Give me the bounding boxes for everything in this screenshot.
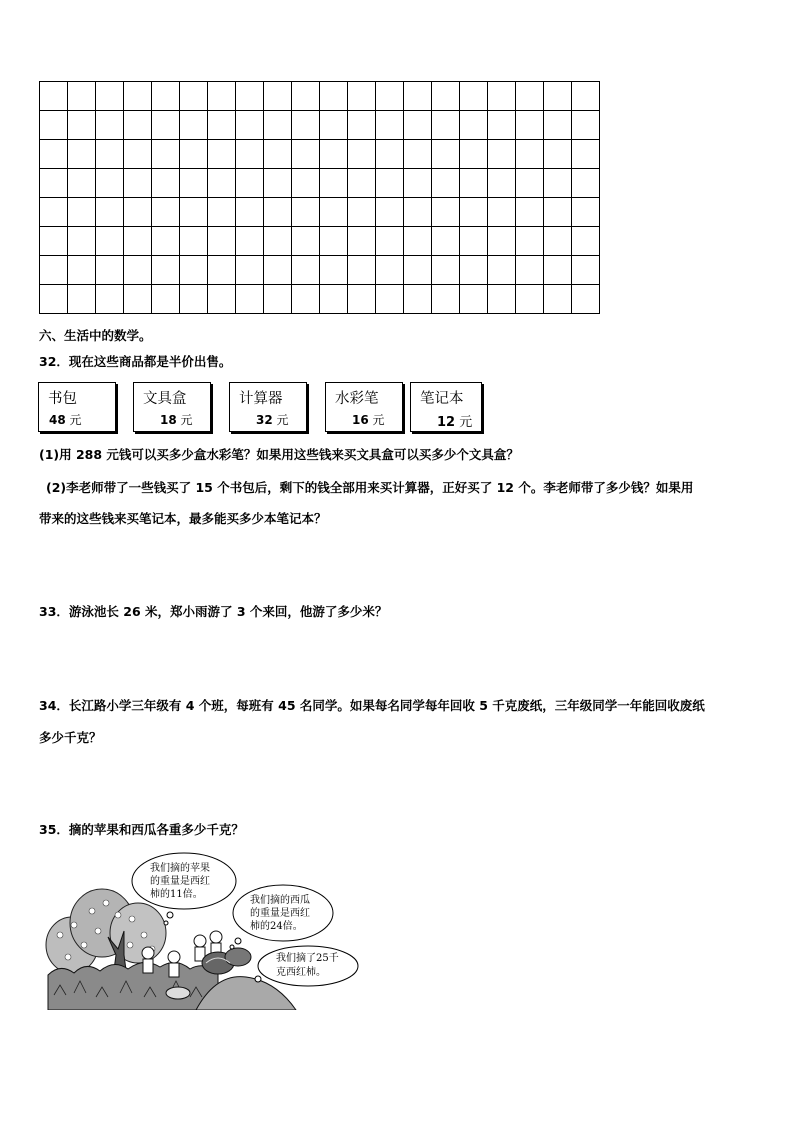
grid-cell bbox=[152, 256, 180, 285]
grid-cell bbox=[404, 140, 432, 169]
grid-cell bbox=[40, 256, 68, 285]
product-item-pencil-case: 文具盒 18 元 bbox=[133, 382, 211, 432]
grid-cell bbox=[40, 140, 68, 169]
grid-cell bbox=[376, 285, 404, 314]
product-price: 18 bbox=[160, 413, 177, 427]
grid-cell bbox=[236, 198, 264, 227]
grid-cell bbox=[320, 82, 348, 111]
grid-cell bbox=[348, 140, 376, 169]
grid-row bbox=[40, 256, 600, 285]
grid-cell bbox=[460, 256, 488, 285]
grid-cell bbox=[544, 140, 572, 169]
grid-cell bbox=[152, 227, 180, 256]
question-32-stem: 32．现在这些商品都是半价出售。 bbox=[39, 354, 232, 369]
svg-text:我们摘了25千: 我们摘了25千 bbox=[276, 953, 339, 964]
grid-cell bbox=[572, 198, 600, 227]
grid-cell bbox=[404, 285, 432, 314]
grid-cell bbox=[544, 82, 572, 111]
grid-cell bbox=[208, 169, 236, 198]
grid-cell bbox=[376, 227, 404, 256]
grid-cell bbox=[348, 169, 376, 198]
grid-cell bbox=[432, 198, 460, 227]
svg-text:柿的11倍。: 柿的11倍。 bbox=[150, 889, 203, 900]
grid-cell bbox=[292, 256, 320, 285]
svg-text:我们摘的苹果: 我们摘的苹果 bbox=[150, 863, 210, 874]
grid-cell bbox=[516, 198, 544, 227]
grid-cell bbox=[264, 111, 292, 140]
grid-cell bbox=[348, 82, 376, 111]
product-item-calculator: 计算器 32 元 bbox=[229, 382, 307, 432]
grid-cell bbox=[516, 169, 544, 198]
grid-cell bbox=[96, 285, 124, 314]
grid-cell bbox=[124, 169, 152, 198]
grid-cell bbox=[152, 169, 180, 198]
grid-cell bbox=[404, 111, 432, 140]
grid-cell bbox=[544, 111, 572, 140]
grid-cell bbox=[68, 82, 96, 111]
svg-text:柿的24倍。: 柿的24倍。 bbox=[250, 921, 303, 932]
grid-cell bbox=[236, 256, 264, 285]
grid-cell bbox=[264, 169, 292, 198]
grid-cell bbox=[432, 82, 460, 111]
grid-cell bbox=[292, 285, 320, 314]
svg-text:的重量是西红: 的重量是西红 bbox=[150, 876, 210, 887]
grid-cell bbox=[236, 285, 264, 314]
grid-cell bbox=[432, 256, 460, 285]
grid-cell bbox=[208, 111, 236, 140]
grid-row bbox=[40, 140, 600, 169]
grid-cell bbox=[544, 256, 572, 285]
grid-cell bbox=[96, 82, 124, 111]
grid-cell bbox=[152, 198, 180, 227]
grid-cell bbox=[264, 285, 292, 314]
grid-cell bbox=[152, 285, 180, 314]
grid-cell bbox=[236, 140, 264, 169]
product-item-schoolbag: 书包 48 元 bbox=[38, 382, 116, 432]
question-35: 35．摘的苹果和西瓜各重多少千克？ bbox=[39, 822, 244, 837]
grid-cell bbox=[264, 256, 292, 285]
grid-cell bbox=[208, 82, 236, 111]
grid-cell bbox=[40, 169, 68, 198]
grid-cell bbox=[180, 82, 208, 111]
grid-cell bbox=[40, 82, 68, 111]
grid-cell bbox=[432, 227, 460, 256]
grid-cell bbox=[208, 227, 236, 256]
grid-cell bbox=[40, 227, 68, 256]
grid-cell bbox=[320, 285, 348, 314]
product-name: 书包 bbox=[48, 391, 77, 407]
grid-cell bbox=[124, 198, 152, 227]
grid-cell bbox=[544, 169, 572, 198]
grid-cell bbox=[264, 82, 292, 111]
grid-cell bbox=[320, 198, 348, 227]
grid-cell bbox=[376, 169, 404, 198]
grid-cell bbox=[320, 169, 348, 198]
grid-cell bbox=[572, 285, 600, 314]
watermelon-icon bbox=[202, 948, 251, 974]
grid-row bbox=[40, 111, 600, 140]
product-name: 文具盒 bbox=[143, 391, 187, 407]
grid-cell bbox=[292, 82, 320, 111]
grid-cell bbox=[404, 227, 432, 256]
grid-cell bbox=[68, 227, 96, 256]
product-name: 水彩笔 bbox=[335, 391, 379, 407]
grid-cell bbox=[544, 227, 572, 256]
grid-cell bbox=[432, 140, 460, 169]
grid-cell bbox=[180, 198, 208, 227]
question-32-part-2-line-2: 带来的这些钱来买笔记本，最多能买多少本笔记本？ bbox=[39, 511, 327, 526]
product-item-watercolor-pen: 水彩笔 16 元 bbox=[325, 382, 403, 432]
grid-cell bbox=[152, 82, 180, 111]
question-32-part-2-line-1: (2)李老师带了一些钱买了 15 个书包后，剩下的钱全部用来买计算器，正好买了 12 个。李老师带了多少钱？如果用 bbox=[46, 480, 694, 495]
question-34-line-2: 多少千克？ bbox=[39, 730, 102, 745]
grid-cell bbox=[292, 140, 320, 169]
grid-cell bbox=[96, 169, 124, 198]
grid-cell bbox=[488, 140, 516, 169]
grid-cell bbox=[488, 111, 516, 140]
grid-cell bbox=[236, 169, 264, 198]
grid-cell bbox=[572, 82, 600, 111]
grid-cell bbox=[460, 169, 488, 198]
grid-cell bbox=[96, 198, 124, 227]
speech-bubble-watermelons bbox=[230, 885, 333, 949]
grid-cell bbox=[96, 227, 124, 256]
grid-cell bbox=[348, 227, 376, 256]
grid-cell bbox=[488, 82, 516, 111]
grid-cell bbox=[544, 198, 572, 227]
grid-cell bbox=[68, 256, 96, 285]
grid-cell bbox=[432, 111, 460, 140]
grid-cell bbox=[180, 285, 208, 314]
grid-cell bbox=[236, 227, 264, 256]
grid-cell bbox=[264, 140, 292, 169]
question-34-line-1: 34．长江路小学三年级有 4 个班，每班有 45 名同学。如果每名同学每年回收 5 千克废纸，三年级同学一年能回收废纸 bbox=[39, 698, 705, 713]
grid-cell bbox=[376, 198, 404, 227]
grid-cell bbox=[124, 285, 152, 314]
grid-cell bbox=[572, 111, 600, 140]
grid-cell bbox=[404, 82, 432, 111]
speech-bubble-tomatoes bbox=[255, 946, 358, 986]
grid-cell bbox=[320, 227, 348, 256]
grid-cell bbox=[348, 111, 376, 140]
grid-cell bbox=[376, 140, 404, 169]
grid-cell bbox=[236, 111, 264, 140]
svg-text:的重量是西红: 的重量是西红 bbox=[250, 908, 310, 919]
grid-cell bbox=[460, 285, 488, 314]
svg-text:克西红柿。: 克西红柿。 bbox=[276, 967, 326, 978]
grid-cell bbox=[208, 140, 236, 169]
grid-cell bbox=[264, 198, 292, 227]
product-name: 笔记本 bbox=[420, 391, 464, 407]
grid-cell bbox=[460, 82, 488, 111]
grid-cell bbox=[404, 256, 432, 285]
grid-cell bbox=[96, 111, 124, 140]
grid-cell bbox=[180, 227, 208, 256]
grid-cell bbox=[292, 169, 320, 198]
grid-cell bbox=[152, 111, 180, 140]
grid-cell bbox=[292, 111, 320, 140]
grid-cell bbox=[348, 256, 376, 285]
grid-cell bbox=[516, 227, 544, 256]
writing-grid bbox=[39, 81, 600, 314]
product-price: 32 bbox=[256, 413, 273, 427]
grid-cell bbox=[124, 256, 152, 285]
grid-cell bbox=[124, 111, 152, 140]
grid-cell bbox=[572, 256, 600, 285]
grid-cell bbox=[264, 227, 292, 256]
grid-cell bbox=[572, 140, 600, 169]
grid-row bbox=[40, 169, 600, 198]
grid-cell bbox=[516, 285, 544, 314]
product-name: 计算器 bbox=[239, 391, 283, 407]
grid-cell bbox=[68, 140, 96, 169]
grid-cell bbox=[488, 256, 516, 285]
grid-cell bbox=[348, 285, 376, 314]
grid-cell bbox=[488, 169, 516, 198]
grid-cell bbox=[68, 111, 96, 140]
grid-cell bbox=[124, 140, 152, 169]
grid-cell bbox=[572, 169, 600, 198]
grid-cell bbox=[460, 227, 488, 256]
grid-cell bbox=[208, 198, 236, 227]
grid-cell bbox=[292, 227, 320, 256]
grid-cell bbox=[460, 198, 488, 227]
grid-cell bbox=[460, 140, 488, 169]
product-price: 16 bbox=[352, 413, 369, 427]
grid-row bbox=[40, 82, 600, 111]
grid-cell bbox=[516, 111, 544, 140]
grid-cell bbox=[432, 169, 460, 198]
grid-cell bbox=[68, 169, 96, 198]
grid-row bbox=[40, 198, 600, 227]
grid-cell bbox=[208, 256, 236, 285]
grid-cell bbox=[376, 111, 404, 140]
grid-cell bbox=[488, 198, 516, 227]
grid-cell bbox=[488, 227, 516, 256]
grid-cell bbox=[460, 111, 488, 140]
grid-cell bbox=[376, 256, 404, 285]
svg-text:我们摘的西瓜: 我们摘的西瓜 bbox=[250, 895, 310, 906]
grid-cell bbox=[404, 198, 432, 227]
product-price: 12 bbox=[437, 415, 456, 430]
grid-cell bbox=[40, 198, 68, 227]
harvest-illustration bbox=[40, 845, 362, 1010]
grid-cell bbox=[320, 256, 348, 285]
product-price: 48 bbox=[49, 413, 66, 427]
grid-cell bbox=[40, 111, 68, 140]
grid-cell bbox=[516, 140, 544, 169]
grid-cell bbox=[124, 227, 152, 256]
section-title: 六、生活中的数学。 bbox=[39, 328, 152, 343]
grid-cell bbox=[376, 82, 404, 111]
grid-cell bbox=[516, 82, 544, 111]
grid-cell bbox=[320, 111, 348, 140]
grid-cell bbox=[180, 140, 208, 169]
grid-cell bbox=[96, 140, 124, 169]
grid-cell bbox=[180, 256, 208, 285]
grid-cell bbox=[68, 285, 96, 314]
grid-cell bbox=[40, 285, 68, 314]
question-33: 33．游泳池长 26 米，郑小雨游了 3 个来回，他游了多少米？ bbox=[39, 604, 388, 619]
grid-cell bbox=[320, 140, 348, 169]
grid-cell bbox=[488, 285, 516, 314]
grid-cell bbox=[180, 111, 208, 140]
grid-cell bbox=[544, 285, 572, 314]
grid-cell bbox=[208, 285, 236, 314]
grid-cell bbox=[96, 256, 124, 285]
grid-cell bbox=[516, 256, 544, 285]
grid-cell bbox=[292, 198, 320, 227]
grid-cell bbox=[432, 285, 460, 314]
product-item-notebook: 笔记本 12 元 bbox=[410, 382, 482, 432]
grid-cell bbox=[236, 82, 264, 111]
grid-cell bbox=[152, 140, 180, 169]
question-32-part-1: (1)用 288 元钱可以买多少盒水彩笔？如果用这些钱来买文具盒可以买多少个文具盒？ bbox=[39, 447, 519, 462]
grid-cell bbox=[124, 82, 152, 111]
grid-cell bbox=[348, 198, 376, 227]
grid-row bbox=[40, 227, 600, 256]
grid-cell bbox=[572, 227, 600, 256]
grid-row bbox=[40, 285, 600, 314]
grid-cell bbox=[68, 198, 96, 227]
grid-cell bbox=[404, 169, 432, 198]
grid-cell bbox=[180, 169, 208, 198]
